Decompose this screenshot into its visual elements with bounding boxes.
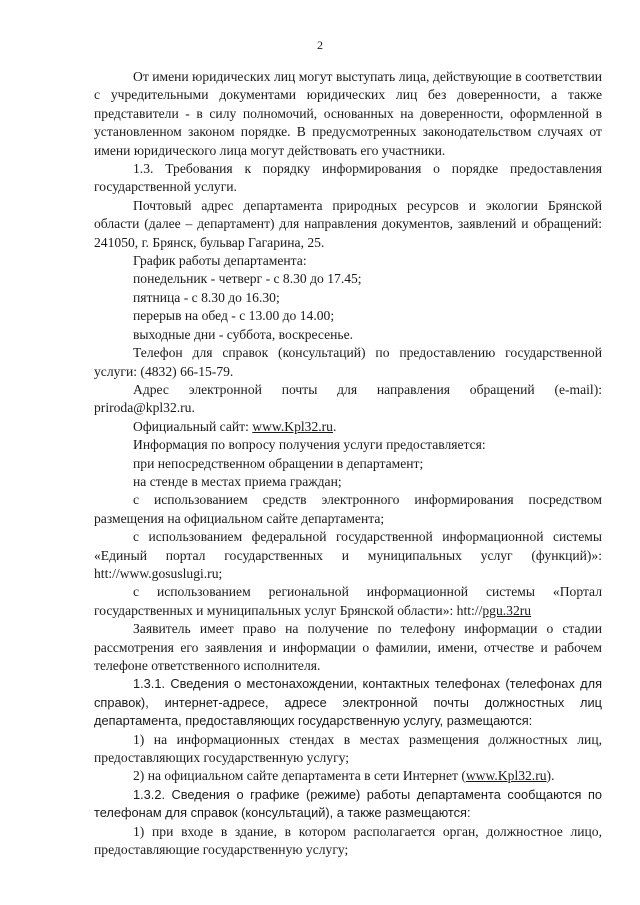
section-1-3-2: 1.3.2. Сведения о графике (режиме) работы департамента сообщаются по телефонам для справок (консультаций), а также размещаются:: [94, 786, 602, 821]
schedule-friday: пятница - с 8.30 до 16.30;: [133, 289, 280, 305]
paragraph-official-site: [94, 418, 602, 436]
info-provided-heading: Информация по вопросу получения услуги предоставляется:: [133, 437, 486, 453]
paragraph-applicant-right: Заявитель имеет право на получение по телефону информации о стадии рассмотрения его заявления и информации о фамилии, имени, отчестве и рабочем телефоне ответственного исполнителя.: [94, 621, 602, 673]
info-federal-portal: с использованием федеральной государственной информационной системы «Единый портал государственных и муниципальных услуг (функций)»: htt://www.gosuslugi.ru;: [94, 529, 602, 581]
paragraph-representatives: От имени юридических лиц могут выступать лица, действующие в соответствии с учредительными документами юридических лиц без доверенности, а также представители - в силу полномочий, основанных на доверенности, оформленной в установленном законом порядке. В предусмотренных законодательством случаях от имени юридического лица могут действовать его участники.: [94, 69, 602, 158]
official-site-prefix: Официальный сайт:: [133, 418, 253, 434]
item-info-stands: 1) на информационных стендах в местах размещения должностных лиц, предоставляющих государственную услугу;: [94, 731, 602, 766]
internet-line-suffix: ).: [546, 768, 555, 784]
item-building-entrance: 1) при входе в здание, в котором располагается орган, должностное лицо, предоставляющие государственную услугу;: [94, 823, 602, 858]
document-body: [94, 68, 602, 859]
page-number: 2: [317, 38, 323, 52]
section-1-3-1: 1.3.1. Сведения о местонахождении, контактных телефонах (телефонах для справок), интернет-адресе, адресе электронной почты должностных лиц департамента, предоставляющих государственную услугу, размещаются:: [94, 676, 602, 729]
regional-portal-link[interactable]: pgu.32ru: [482, 602, 532, 618]
item-official-website: [94, 767, 602, 785]
paragraph-postal-address: Почтовый адрес департамента природных ресурсов и экологии Брянской области (далее – департамент) для направления документов, заявлений и обращений: 241050, г. Брянск, бульвар Гагарина, 25.: [94, 197, 602, 250]
paragraph-email: Адрес электронной почты для направления обращений (e-mail): priroda@kpl32.ru.: [94, 381, 602, 416]
info-electronic: с использованием средств электронного информирования посредством размещения на официальном сайте департамента;: [94, 492, 602, 526]
info-direct-visit: при непосредственном обращении в департамент;: [133, 455, 424, 471]
internet-line-link[interactable]: www.Kpl32.ru: [465, 768, 547, 784]
official-site-suffix: .: [332, 418, 337, 434]
paragraph-phone: Телефон для справок (консультаций) по предоставлению государственной услуги: (4832) 66-15-79.: [94, 345, 602, 379]
schedule-heading: График работы департамента:: [133, 253, 307, 269]
schedule-weekend: выходные дни - суббота, воскресенье.: [133, 326, 354, 342]
schedule-mon-thu: понедельник - четверг - с 8.30 до 17.45;: [133, 271, 362, 287]
info-stand: на стенде в местах приема граждан;: [133, 473, 342, 489]
internet-line-prefix: 2) на официальном сайте департамента в сети Интернет (: [133, 768, 466, 784]
info-regional-portal: [94, 583, 602, 620]
official-site-link[interactable]: www.Kpl32.ru: [252, 418, 333, 434]
regional-portal-prefix: с использованием региональной информационной системы «Портал государственных и муниципальных услуг Брянской области»: htt://: [94, 584, 602, 618]
schedule-lunch: перерыв на обед - с 13.00 до 14.00;: [133, 308, 335, 324]
section-1-3-heading: 1.3. Требования к порядку информирования о порядке предоставления государственной услуги.: [94, 161, 602, 195]
